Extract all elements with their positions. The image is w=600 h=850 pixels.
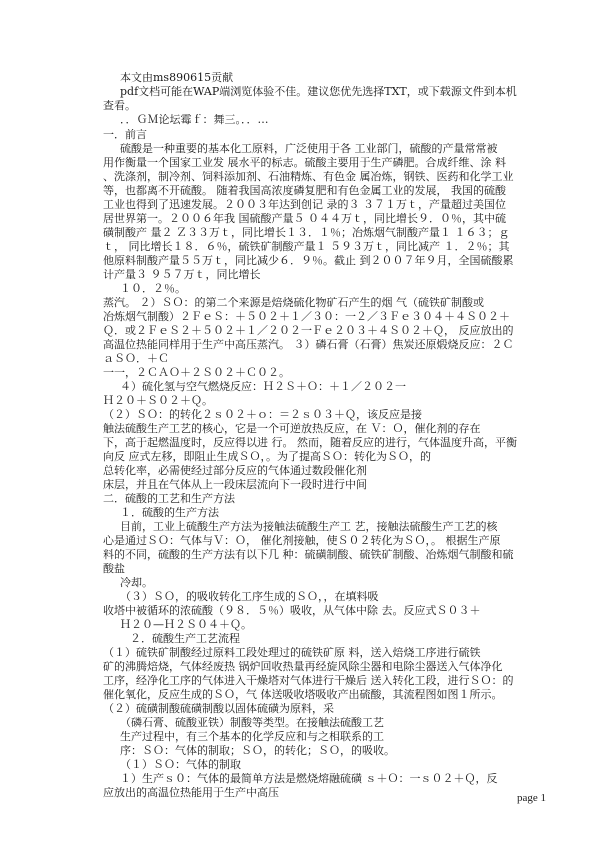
- text-line: ４）硫化氢与空气燃烧反应：Ｈ２Ｓ＋Ｏ：＋１／２０２一: [120, 381, 406, 393]
- text-line: 本文由ms890615贡献: [120, 72, 234, 84]
- section-heading: 二．硫酸的工艺和生产方法: [103, 493, 235, 505]
- text-line: （１）硫铁矿制酸经过原料工段处理过的硫铁矿原 料，送入焙烧工序进行硫铁: [103, 647, 481, 659]
- subsection-heading: ２．硫酸生产工艺流程: [130, 633, 240, 645]
- text-line: １０．２％。: [120, 283, 186, 295]
- text-line: （３）ＳＯ，的吸收转化工序生成的ＳＯ，，在填料吸: [120, 591, 379, 603]
- text-line: Ｈ２０＋Ｓ０２＋Ｑ。: [103, 395, 213, 407]
- text-line: 高温位热能同样用于生产中高压蒸汽。 ３）磷石膏（石膏）焦炭还原煅烧反应：２Ｃ: [103, 339, 514, 351]
- text-line: 用作衡量一个国家工业发 展水平的标志。硫酸主要用于生产磷肥。合成纤维、涂 料: [103, 157, 506, 169]
- text-line: 冶炼烟气制酸）２ＦｅＳ：＋５０２＋１／３０：一２／３Ｆｅ３０４＋４Ｓ０２＋: [103, 311, 510, 323]
- text-line: Ｈ２０—Ｈ２Ｓ０４＋Ｑ。: [120, 619, 252, 631]
- text-line: 一一，２ＣＡＯ＋２Ｓ０２＋Ｃ０２。: [103, 367, 290, 379]
- text-line: 心是通过ＳＯ：气体与Ｖ：Ｏ， 催化剂接触，使Ｓ０２转化为ＳＯ，。 根据生产原: [103, 535, 501, 547]
- text-line: 磺制酸产 量２ Ｚ３３万ｔ，同比增长１３．１％；冶炼烟气制酸产量１ １６３；ｇ: [103, 227, 510, 239]
- text-line: 下，高于起燃温度时，反应得以进 行。 然而，随着反应的进行，气体温度升高，平衡: [103, 437, 517, 449]
- section-heading: 一．前言: [103, 129, 147, 141]
- text-line: ｔ， 同比增长１８．６％，硫铁矿制酸产量１ ５９３万ｔ，同比减产 １．２％；其: [103, 241, 510, 253]
- text-line: （２）硫磺制酸硫磺制酸以固体硫磺为原料，采: [103, 703, 334, 715]
- page-number: page 1: [517, 792, 547, 804]
- text-line: 居世界第一。２００６年我 国硫酸产量５ ０４４万ｔ，同比增长９．０％，其中硫: [103, 213, 506, 225]
- text-line: １）生产ｓ０：气体的最简单方法是燃烧熔融硫磺 ｓ＋Ｏ：一ｓ０２＋Ｑ，反: [120, 773, 498, 785]
- text-line: 序：ＳＯ：气体的制取；ＳＯ，的转化；ＳＯ，的吸收。: [120, 745, 395, 757]
- text-line: 触法硫酸生产工艺的核心，它是一个可逆放热反应，在 Ｖ：Ｏ，催化剂的存在: [103, 423, 481, 435]
- text-line: 硫酸是一种重要的基本化工原料，广泛使用于各 工业部门，硫酸的产量常常被: [120, 143, 498, 155]
- text-line: 生产过程中，有三个基本的化学反应和与之相联系的工: [120, 731, 384, 743]
- text-line: 冷却。: [120, 577, 153, 589]
- text-line: pdf文档可能在WAP端浏览体验不佳。建议您优先选择TXT，或下载源文件到本机: [120, 86, 517, 98]
- text-line: 查看。: [103, 100, 136, 112]
- text-line: ．．ＧＭ论坛霉ｆ：舞三。．．…: [120, 114, 269, 126]
- text-line: 总转化率，必需使经过部分反应的气体通过数段催化剂: [103, 465, 367, 477]
- text-line: 、洗涤剂，制冷剂、饲料添加剂、石油精炼、有色金 属冶炼，钢铁、医药和化学工业: [103, 171, 514, 183]
- text-line: 矿的沸腾焙烧，气体经废热 锅炉回收热量再经旋风除尘器和电除尘器送入气体净化: [103, 661, 503, 673]
- text-line: 料的不同，硫酸的生产方法有以下几 种：硫磺制酸、硫铁矿制酸、冶炼烟气制酸和硫: [103, 549, 514, 561]
- text-line: 等，也都离不开硫酸。 随着我国高浓度磷复肥和有色金属工业的发展， 我国的硫酸: [103, 185, 506, 197]
- text-line: 应放出的高温位热能用于生产中高压: [103, 787, 279, 799]
- text-line: 目前，工业上硫酸生产方法为接触法硫酸生产工 艺，接触法硫酸生产工艺的核: [120, 521, 498, 533]
- text-line: 工业也得到了迅速发展。２００３年达到创记 录的３ ３７１万ｔ，产量超过美国位: [103, 199, 506, 211]
- text-line: （磷石膏、硫酸亚铁）制酸等类型。在接触法硫酸工艺: [120, 717, 384, 729]
- text-line: 向反 应式左移，即阻止生成ＳＯ，。为了提高ＳＯ：转化为ＳＯ，的: [103, 451, 431, 463]
- text-line: 催化氧化，反应生成的ＳＯ，气 体送吸收塔吸收产出硫酸，其流程图如图１所示。: [103, 689, 503, 701]
- text-line: 工序，经净化工序的气体进入干燥塔对气体进行干燥后 送入转化工段，进行ＳＯ：的: [103, 675, 514, 687]
- text-line: （２）ＳＯ：的转化２ｓ０２＋ｏ：＝２ｓ０３＋Ｑ，该反应是接: [103, 409, 422, 421]
- text-line: 蒸汽。 ２）ＳＯ：的第二个来源是焙烧硫化物矿石产生的烟 气（硫铁矿制酸或: [103, 297, 484, 309]
- text-line: 计产量３ ９５７万ｔ，同比增长: [103, 269, 261, 281]
- subsection-heading: （１）ＳＯ：气体的制取: [120, 759, 241, 771]
- text-line: ａＳＯ．＋Ｃ: [103, 353, 169, 365]
- text-line: Ｑ．或２ＦｅＳ２＋５０２＋１／２０２一Ｆｅ２０３＋４Ｓ０２＋Ｑ， 反应放出的: [103, 325, 514, 337]
- subsection-heading: １．硫酸的生产方法: [120, 507, 219, 519]
- text-line: 他原料制酸产量５５万ｔ，同比减少６．９％。截止 到２００７年９月，全国硫酸累: [103, 255, 514, 267]
- text-line: 收塔中被循环的浓硫酸（９８．５％）吸收，从气体中除 去。反应式Ｓ０３＋: [103, 605, 481, 617]
- text-line: 酸盐: [103, 563, 125, 575]
- text-line: 床层，并且在气体从上一段床层流向下一段时进行中间: [103, 479, 367, 491]
